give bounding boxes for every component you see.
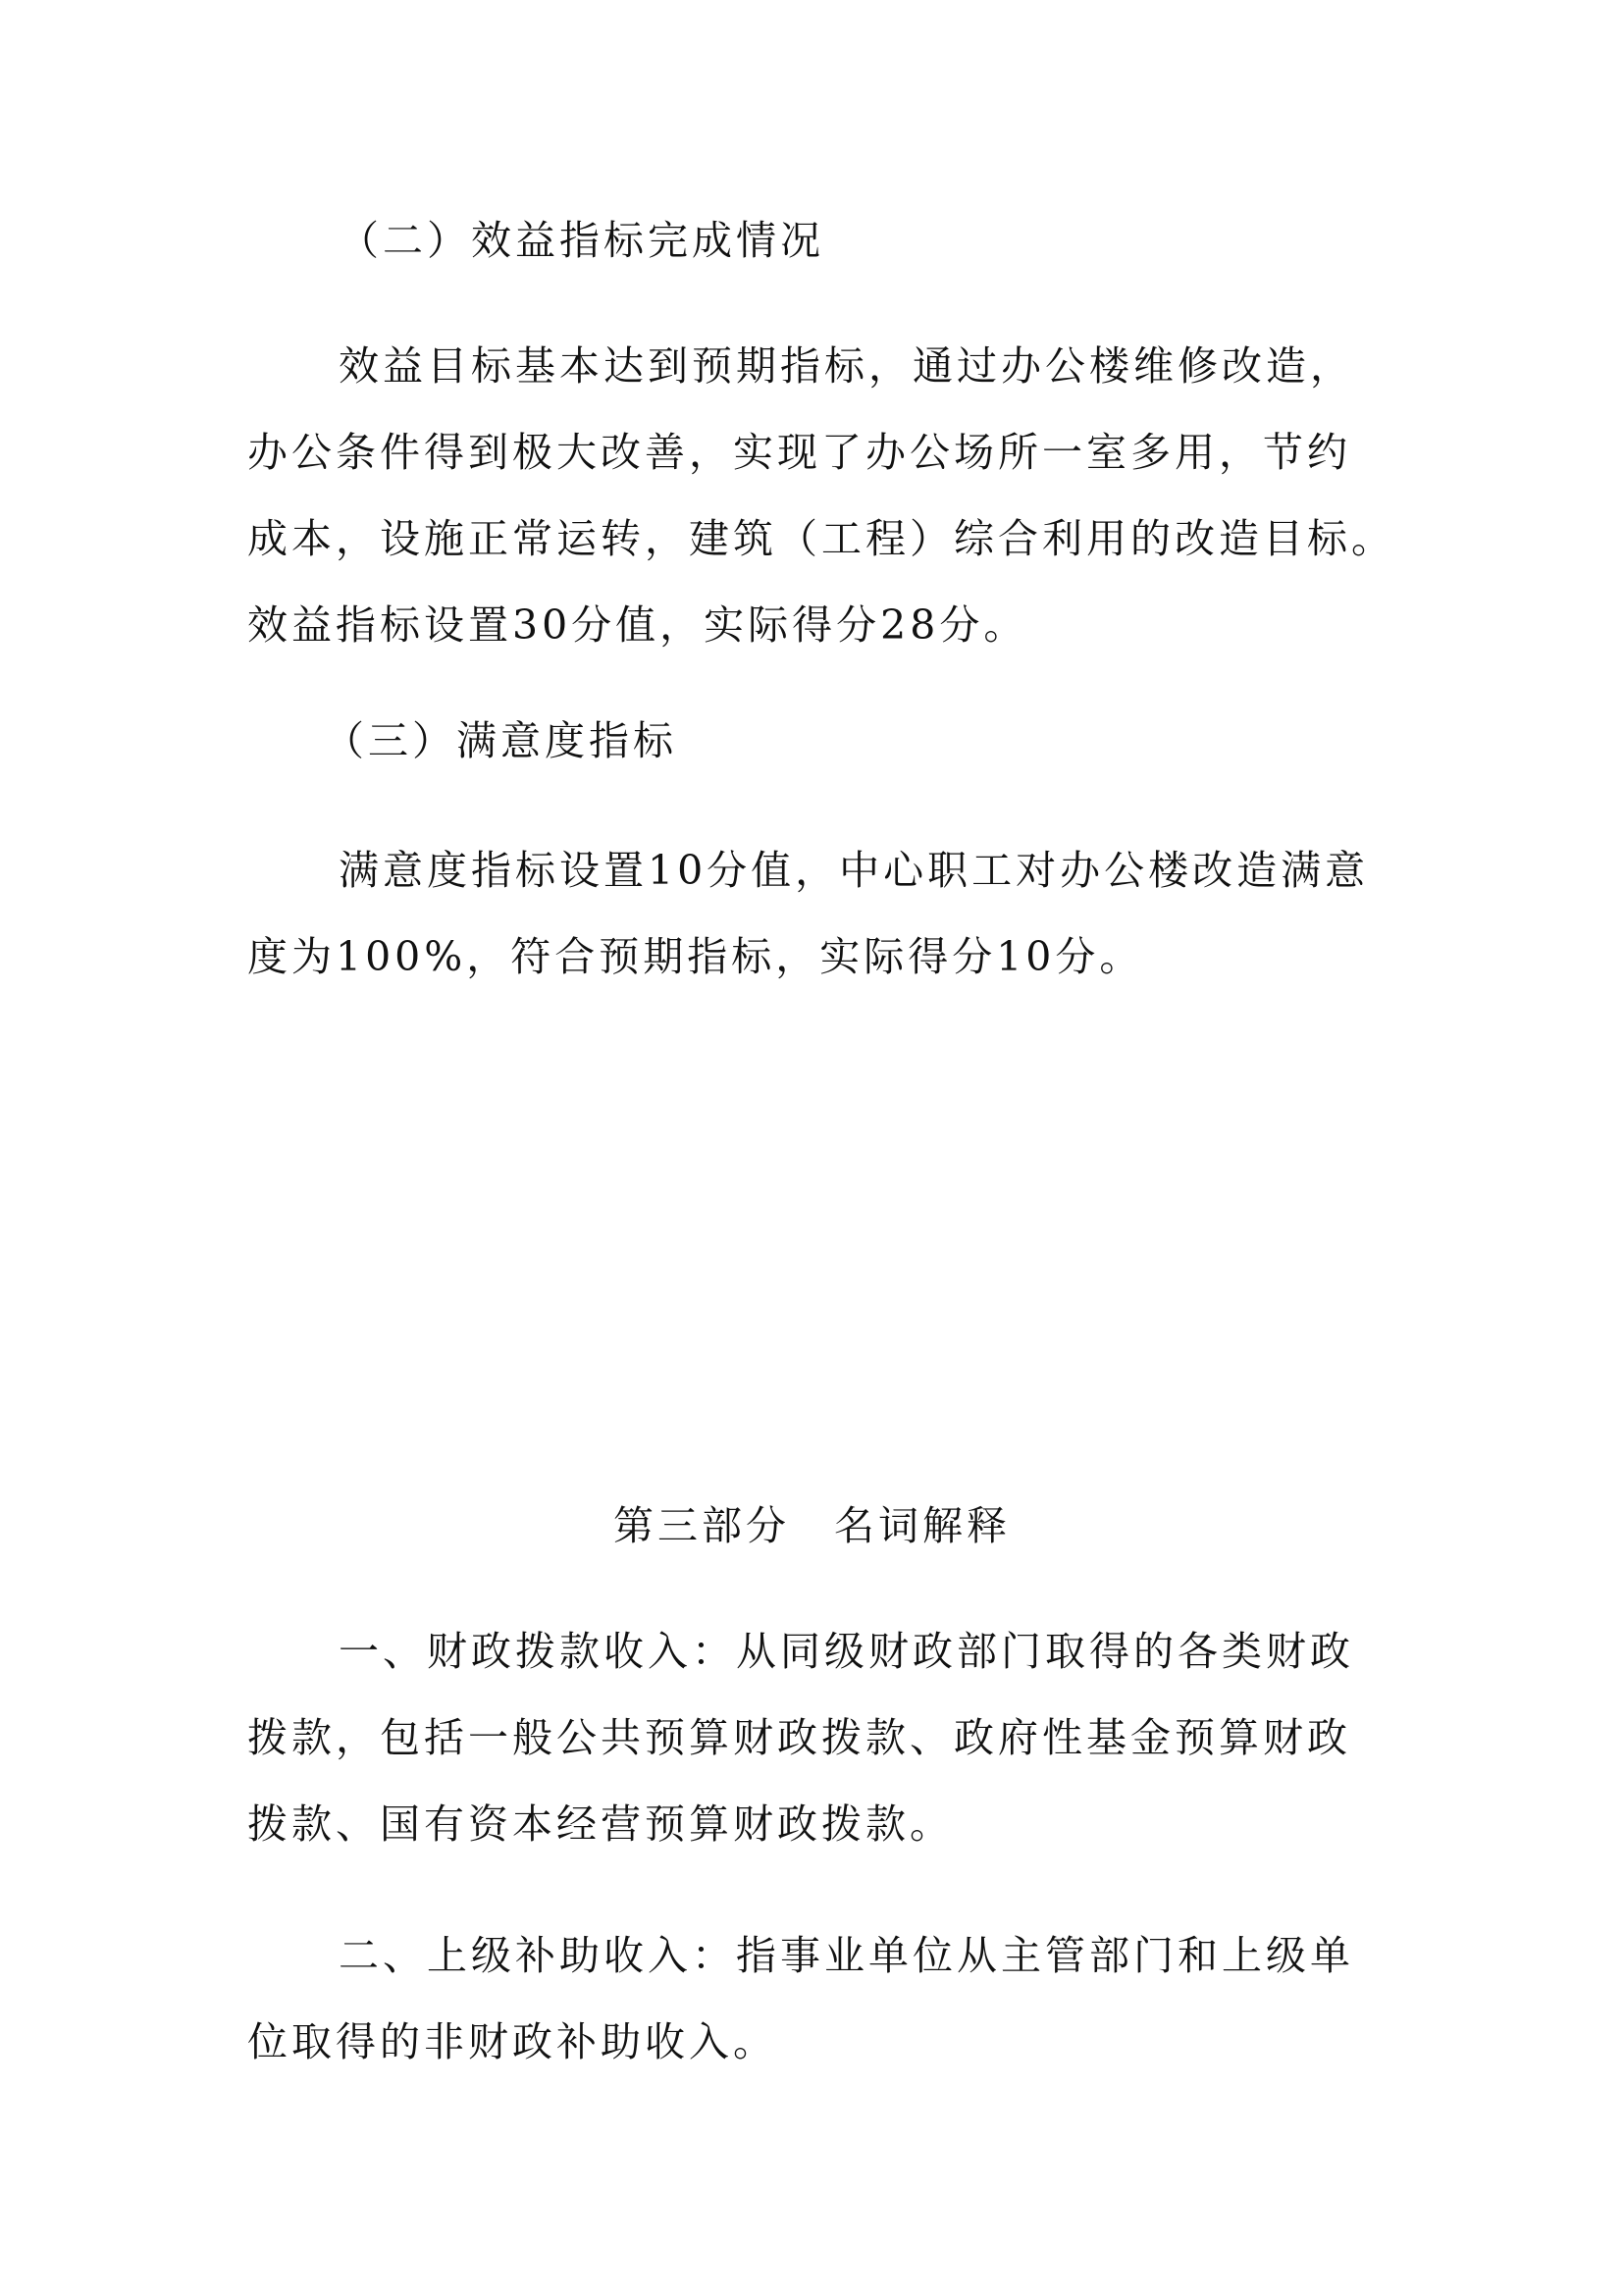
- paragraph-line: 办公条件得到极大改善，实现了办公场所一室多用，节约: [247, 429, 1351, 476]
- part-title: 第三部分 名词解释: [613, 1502, 1011, 1549]
- paragraph-line: 效益目标基本达到预期指标，通过办公楼维修改造，: [339, 342, 1354, 390]
- paragraph-line: 满意度指标设置10分值，中心职工对办公楼改造满意: [339, 847, 1370, 894]
- section-heading-benefit: （二）效益指标完成情况: [339, 217, 824, 264]
- paragraph-line: 效益指标设置30分值，实际得分28分。: [247, 601, 1028, 649]
- definition-line: 二、上级补助收入：指事业单位从主管部门和上级单: [339, 1932, 1354, 1979]
- definition-line: 位取得的非财政补助收入。: [247, 2018, 777, 2065]
- definition-line: 一、财政拨款收入：从同级财政部门取得的各类财政: [339, 1628, 1354, 1675]
- section-heading-satisfaction: （三）满意度指标: [324, 717, 677, 764]
- definition-line: 拨款，包括一般公共预算财政拨款、政府性基金预算财政: [247, 1714, 1351, 1761]
- paragraph-line: 度为100%，符合预期指标，实际得分10分。: [247, 933, 1144, 980]
- paragraph-line: 成本，设施正常运转，建筑（工程）综合利用的改造目标。: [247, 515, 1395, 562]
- definition-line: 拨款、国有资本经营预算财政拨款。: [247, 1800, 954, 1848]
